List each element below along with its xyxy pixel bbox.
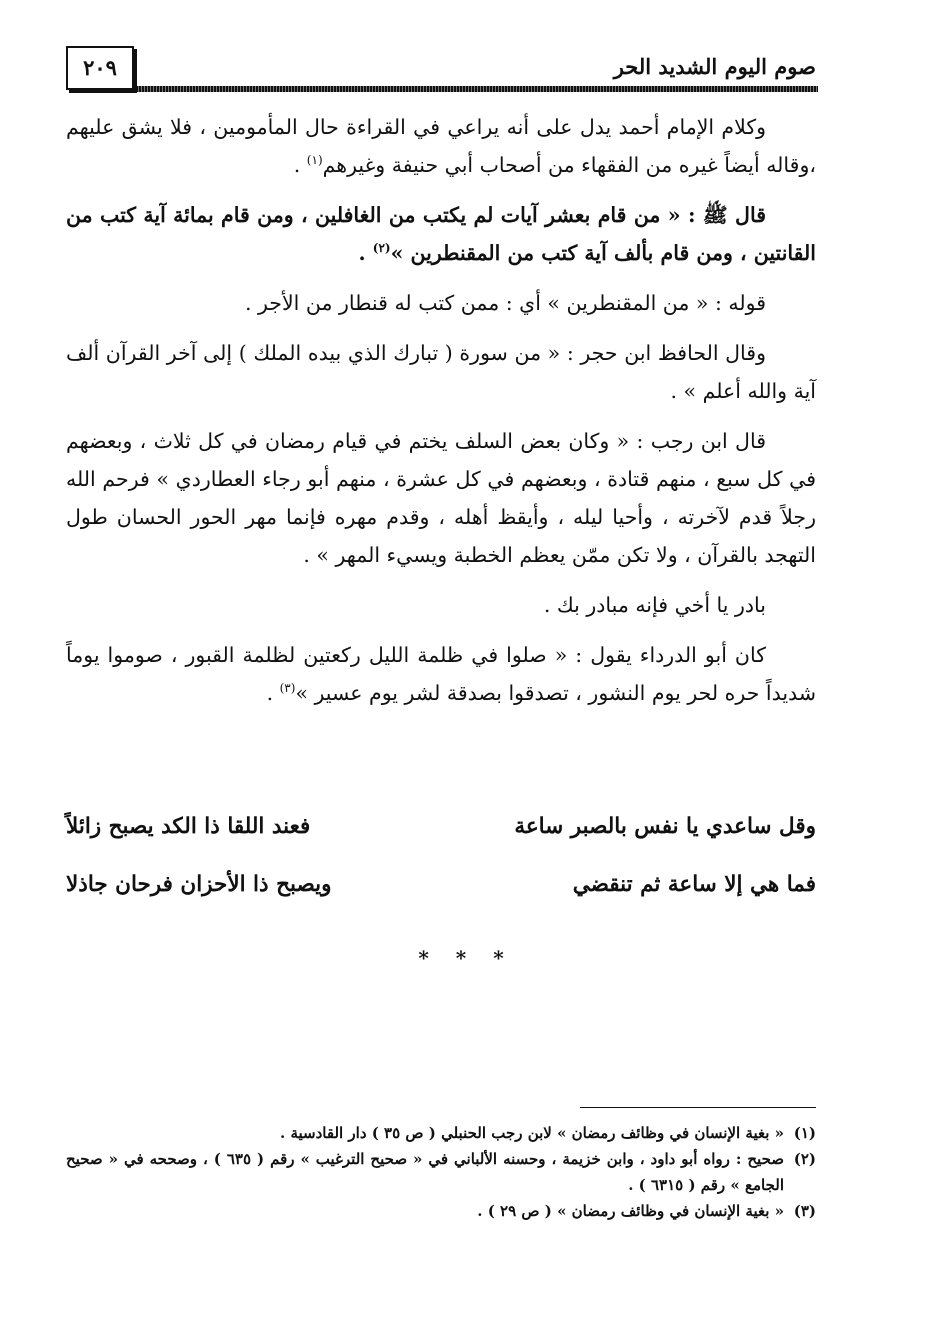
footnote — [66, 1198, 816, 1224]
footnote — [66, 1120, 816, 1146]
verse-second-half: ويصبح ذا الأحزان فرحان جاذلا — [66, 872, 332, 897]
page-number: ٢٠٩ — [66, 46, 134, 90]
verse-first-half: وقل ساعدي يا نفس بالصبر ساعة — [514, 814, 816, 839]
footnote-text: « بغية الإنسان في وظائف رمضان » ( ص ٢٩ ) . — [477, 1202, 784, 1220]
running-title: صوم اليوم الشديد الحر — [613, 54, 816, 79]
footnote-text: صحيح : رواه أبو داود ، وابن خزيمة ، وحسنه الألباني في « صحيح الترغيب » رقم ( ٦٣٥ ) ، وصححه في « صحيح الجامع » رقم ( ٦٣١٥ ) . — [66, 1150, 784, 1194]
hadith-paragraph: قال ﷺ : « من قام بعشر آيات لم يكتب من الغافلين ، ومن قام بمائة آية كتب من القانتين ، ومن قام بألف آية كتب من المقنطرين »$^{(٢)}$ . — [66, 203, 816, 265]
footnote-number: (٣) — [793, 1202, 816, 1220]
header-rule — [136, 86, 818, 92]
poem-verse — [66, 808, 816, 866]
footnote-ref: (٣) — [279, 681, 296, 696]
footnotes — [66, 1120, 816, 1224]
body-text — [66, 108, 816, 724]
footnote-number: (١) — [793, 1124, 816, 1142]
paragraph: وقال الحافظ ابن حجر : « من سورة ( تبارك الذي بيده الملك ) إلى آخر القرآن ألف آية والله أعلم » . — [66, 341, 816, 403]
page-header — [66, 44, 818, 94]
footnote-rule — [580, 1107, 816, 1108]
section-separator: * * * — [418, 946, 514, 970]
verse-first-half: فما هي إلا ساعة ثم تنقضي — [572, 872, 816, 897]
footnote — [66, 1146, 816, 1198]
paragraph: بادر يا أخي فإنه مبادر بك . — [543, 593, 766, 617]
footnote-ref: (١) — [306, 153, 323, 168]
poem-verse — [66, 866, 816, 924]
paragraph: قوله : « من المقنطرين » أي : ممن كتب له قنطار من الأجر . — [244, 291, 766, 315]
paragraph: قال ابن رجب : « وكان بعض السلف يختم في قيام رمضان في كل ثلاث ، وبعضهم في كل سبع ، منهم قتادة ، وبعضهم في كل عشرة ، منهم أبو رجاء العطاردي » فرحم الله رجلاً قدم لآخرته ، وأحيا ليله ، وأيقظ أهله ، وقدم مهره فإنما مهر الحور الحسان طول التهجد بالقرآن ، ولا تكن ممّن يعظم الخطبة ويسيء المهر » . — [66, 429, 816, 567]
paragraph: وكلام الإمام أحمد يدل على أنه يراعي في القراءة حال المأمومين ، فلا يشق عليهم ،وقاله أيضاً غيره من الفقهاء من أصحاب أبي حنيفة وغيرهم$^{(١)}$ . — [66, 115, 816, 177]
poem — [66, 808, 816, 924]
paragraph: كان أبو الدرداء يقول : « صلوا في ظلمة الليل ركعتين لظلمة القبور ، صوموا يوماً شديداً حره لحر يوم النشور ، تصدقوا بصدقة لشر يوم عسير »$^{(٣)}$ . — [66, 643, 816, 705]
footnote-ref: (٢) — [372, 241, 391, 256]
footnote-number: (٢) — [793, 1150, 816, 1168]
footnote-text: « بغية الإنسان في وظائف رمضان » لابن رجب الحنبلي ( ص ٣٥ ) دار القادسية . — [280, 1124, 784, 1142]
verse-second-half: فعند اللقا ذا الكد يصبح زائلاً — [66, 814, 311, 839]
